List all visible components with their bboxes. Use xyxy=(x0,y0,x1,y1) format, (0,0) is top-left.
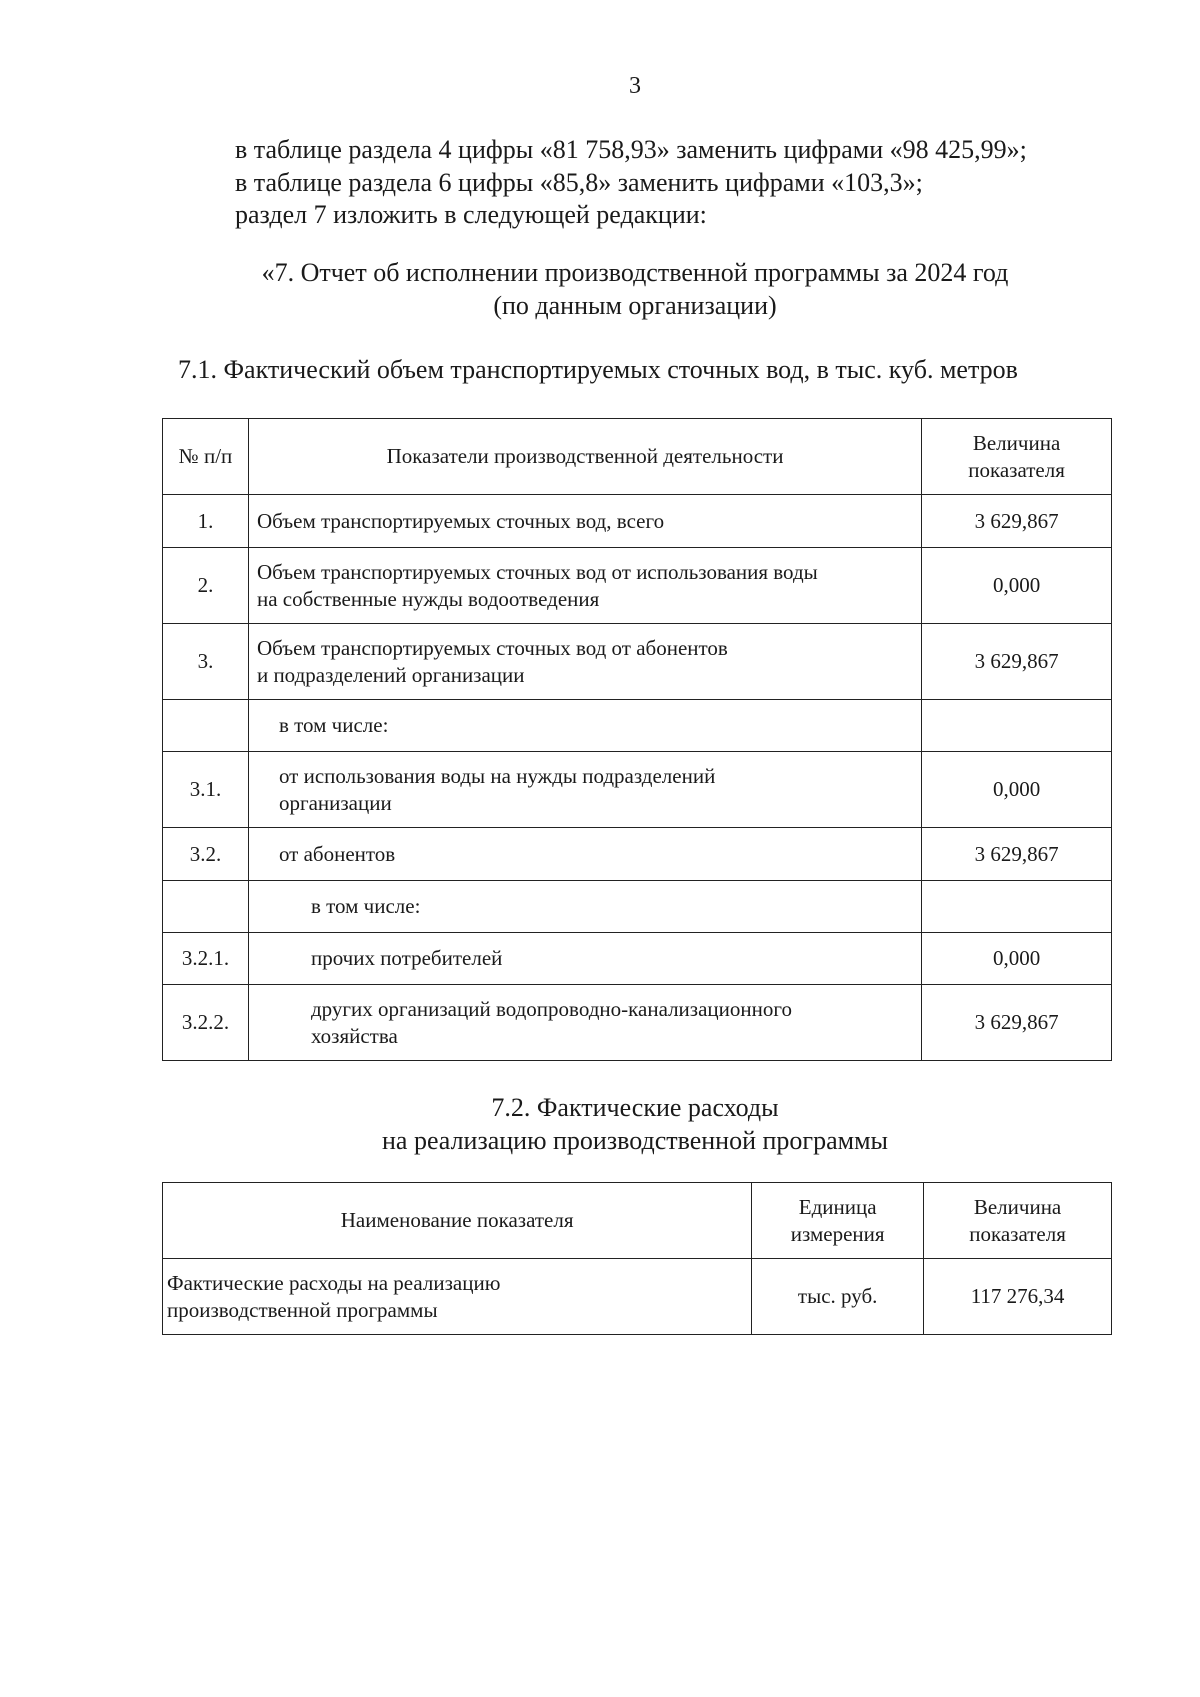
row-num xyxy=(163,881,249,933)
row-value: 3 629,867 xyxy=(922,828,1112,881)
row-num: 3.1. xyxy=(163,752,249,828)
row-num: 3.2.1. xyxy=(163,933,249,985)
table-row xyxy=(163,985,1112,1061)
intro-line-3: раздел 7 изложить в следующей редакции: xyxy=(235,200,707,229)
row-value: 0,000 xyxy=(922,752,1112,828)
section-7-title-line-1: «7. Отчет об исполнении производственной программы за 2024 год xyxy=(261,258,1009,287)
table-row xyxy=(163,624,1112,700)
expense-unit: тыс. руб. xyxy=(752,1259,924,1335)
row-indicator-line-2: на собственные нужды водоотведения xyxy=(256,586,600,611)
row-indicator-line-1: от использования воды на нужды подразделений xyxy=(278,764,716,789)
expense-name-line-2: производственной программы xyxy=(167,1297,438,1322)
row-indicator-line-1: Объем транспортируемых сточных вод от абонентов xyxy=(256,636,728,661)
header-value-line-2: показателя xyxy=(969,1221,1066,1246)
expense-name-line-1: Фактические расходы на реализацию xyxy=(167,1271,501,1296)
row-value xyxy=(922,881,1112,933)
page-number: 3 xyxy=(629,73,641,99)
header-value xyxy=(924,1183,1112,1259)
row-num: 1. xyxy=(163,495,249,548)
row-indicator: прочих потребителей xyxy=(248,933,921,985)
expenses-table xyxy=(162,1182,1112,1335)
row-num: 2. xyxy=(163,548,249,624)
row-num: 3. xyxy=(163,624,249,700)
header-name: Наименование показателя xyxy=(163,1183,752,1259)
row-indicator-line-2: хозяйства xyxy=(310,1023,398,1048)
row-value: 3 629,867 xyxy=(922,624,1112,700)
table-row xyxy=(163,548,1112,624)
header-indicator: Показатели производственной деятельности xyxy=(248,419,921,495)
header-num: № п/п xyxy=(163,419,249,495)
table-row xyxy=(163,495,1112,548)
row-indicator xyxy=(248,985,921,1061)
row-indicator: в том числе: xyxy=(248,881,921,933)
section-7-title-line-2: (по данным организации) xyxy=(493,291,777,320)
row-value: 3 629,867 xyxy=(922,495,1112,548)
table-row xyxy=(163,1259,1112,1335)
row-indicator-line-2: и подразделений организации xyxy=(256,662,525,687)
header-value-line-1: Величина xyxy=(972,431,1061,456)
intro-line-2: в таблице раздела 6 цифры «85,8» заменить цифрами «103,3»; xyxy=(235,168,923,197)
table-row xyxy=(163,933,1112,985)
row-value: 3 629,867 xyxy=(922,985,1112,1061)
table-row xyxy=(163,881,1112,933)
table-header-row xyxy=(163,1183,1112,1259)
expense-name xyxy=(163,1259,752,1335)
row-indicator: от абонентов xyxy=(248,828,921,881)
table-header-row xyxy=(163,419,1112,495)
table-row xyxy=(163,700,1112,752)
row-indicator: Объем транспортируемых сточных вод, всего xyxy=(248,495,921,548)
row-indicator-line-2: организации xyxy=(278,790,392,815)
header-unit-line-1: Единица xyxy=(798,1195,877,1220)
wastewater-volume-table xyxy=(162,418,1112,1061)
row-value xyxy=(922,700,1112,752)
section-7-2-title-line-2: на реализацию производственной программы xyxy=(381,1126,888,1155)
header-value-line-1: Величина xyxy=(973,1195,1062,1220)
table-row xyxy=(163,752,1112,828)
row-indicator xyxy=(248,624,921,700)
header-value xyxy=(922,419,1112,495)
header-unit-line-2: измерения xyxy=(790,1221,885,1246)
row-indicator-line-1: Объем транспортируемых сточных вод от использования воды xyxy=(256,560,818,585)
row-value: 0,000 xyxy=(922,933,1112,985)
row-indicator xyxy=(248,752,921,828)
table-row xyxy=(163,828,1112,881)
row-num: 3.2. xyxy=(163,828,249,881)
header-value-line-2: показателя xyxy=(968,457,1065,482)
header-unit xyxy=(752,1183,924,1259)
row-num xyxy=(163,700,249,752)
row-num: 3.2.2. xyxy=(163,985,249,1061)
section-7-2-title-line-1: 7.2. Фактические расходы xyxy=(491,1093,779,1122)
row-indicator: в том числе: xyxy=(248,700,921,752)
expense-value: 117 276,34 xyxy=(924,1259,1112,1335)
intro-line-1: в таблице раздела 4 цифры «81 758,93» заменить цифрами «98 425,99»; xyxy=(235,135,1027,164)
row-indicator-line-1: других организаций водопроводно-канализационного xyxy=(310,997,792,1022)
row-value: 0,000 xyxy=(922,548,1112,624)
row-indicator xyxy=(248,548,921,624)
section-7-1-title: 7.1. Фактический объем транспортируемых сточных вод, в тыс. куб. метров xyxy=(178,355,1018,384)
